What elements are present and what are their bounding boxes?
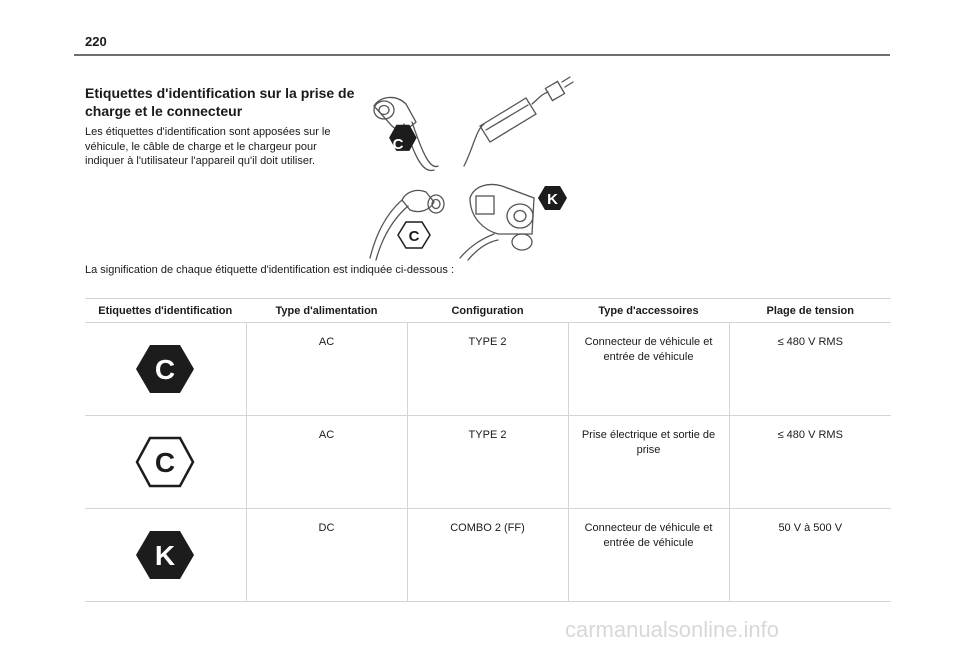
label-cell [85,323,246,416]
supply-cell: AC [246,416,407,509]
table-row [85,509,891,602]
supply-cell: AC [246,323,407,416]
table-row [85,323,891,416]
header-rule [74,54,890,56]
watermark: carmanualsonline.info [565,617,780,642]
label-k-filled-drawing [538,186,567,210]
configuration-cell: TYPE 2 [407,416,568,509]
label-letter: C [155,447,176,478]
header-configuration: Configuration [407,299,568,323]
label-cell [85,416,246,509]
accessory-cell: Connecteur de véhicule et entrée de véhicule [568,323,729,416]
accessory-cell: Prise électrique et sortie de prise [568,416,729,509]
header-supply-type: Type d'alimentation [246,299,407,323]
label-letter: K [155,540,176,571]
charging-connectors-illustration [364,74,584,262]
table-header-row [85,299,891,323]
illustration-label-c-outline: C [408,228,420,245]
configuration-cell: TYPE 2 [407,323,568,416]
illustration-label-k-filled: K [547,191,558,208]
combo-connector-drawing [460,185,534,261]
section-intro: Les étiquettes d'identification sont apposées sur le véhicule, le câble de charge et le chargeur pour indiquer à l'utilisateur l'appareil qu'il doit utiliser. [85,126,331,167]
label-c-outline-hexagon [135,436,195,488]
label-c-outline-drawing [398,222,430,248]
voltage-cell: 50 V à 500 V [729,509,891,602]
table-row [85,416,891,509]
section-title: Etiquettes d'identification sur la prise de charge et le connecteur [85,85,355,119]
accessory-cell: Connecteur de véhicule et entrée de véhicule [568,509,729,602]
label-cell [85,509,246,602]
label-k-filled-hexagon [135,529,195,581]
illustration-label-c-filled: C [392,136,404,153]
header-voltage-range: Plage de tension [729,299,891,323]
voltage-cell: ≤ 480 V RMS [729,323,891,416]
label-c-filled-hexagon [135,343,195,395]
header-identification-labels: Etiquettes d'identification [85,299,246,323]
label-letter: C [155,354,176,385]
header-accessory-type: Type d'accessoires [568,299,729,323]
supply-cell: DC [246,509,407,602]
charging-cable-drawing [464,77,573,166]
configuration-cell: COMBO 2 (FF) [407,509,568,602]
table-intro: La signification de chaque étiquette d'identification est indiquée ci-dessous : [85,264,455,276]
identification-labels-table [85,298,891,602]
voltage-cell: ≤ 480 V RMS [729,416,891,509]
page-number: 220 [85,34,107,49]
